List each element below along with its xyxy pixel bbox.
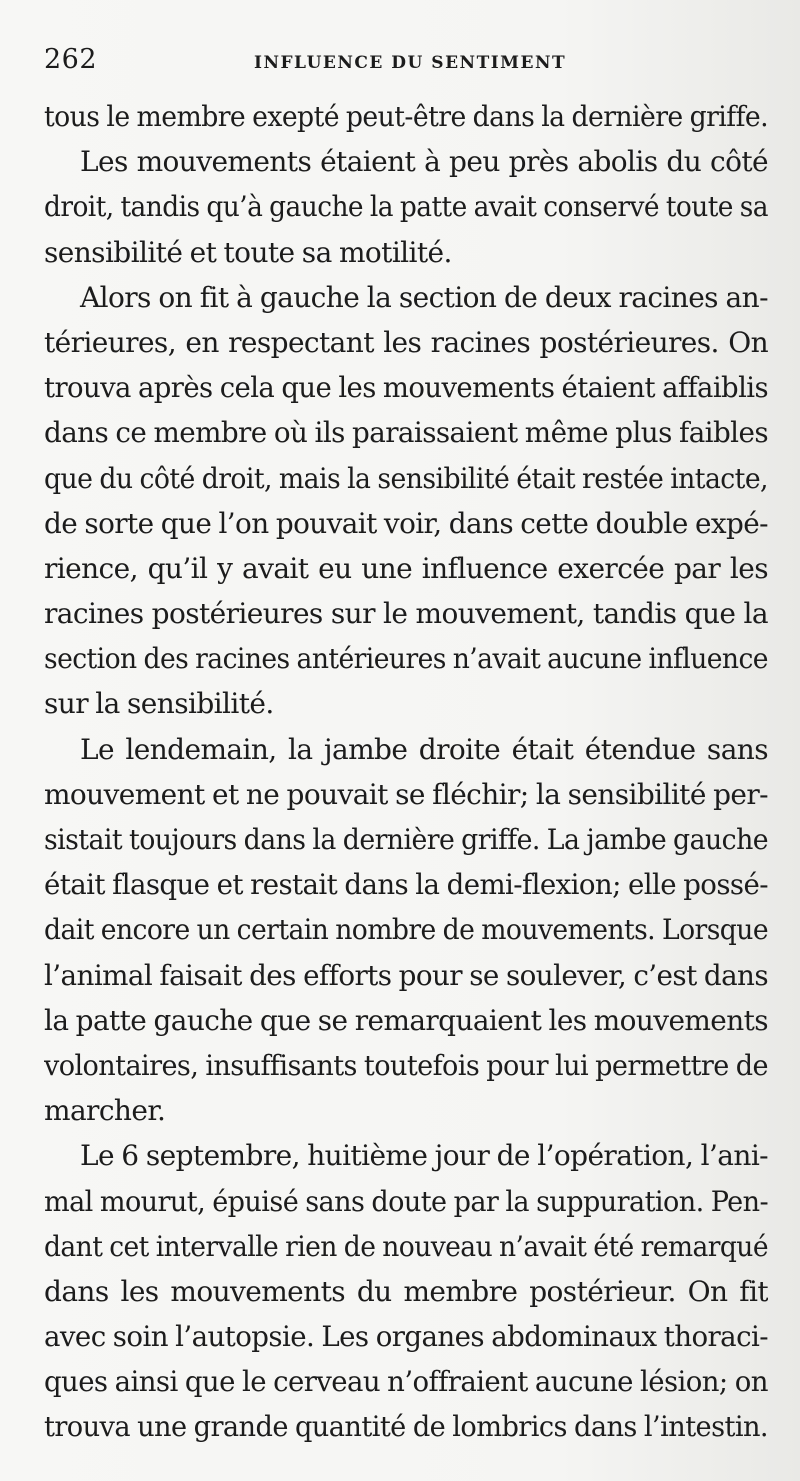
- text-line: sistait toujours dans la dernière griffe. La jambe gauche: [44, 823, 768, 856]
- text-line: trouva après cela que les mouvements étaient affaiblis: [44, 371, 768, 405]
- text-line: Le lendemain, la jambe droite était étendue sans: [80, 732, 768, 766]
- text-line: était flasque et restait dans la demi-flexion; elle possé-: [44, 868, 768, 902]
- text-line: Les mouvements étaient à peu près abolis du côté: [80, 145, 768, 179]
- text-line: dans les mouvements du membre postérieur. On fit: [44, 1274, 768, 1308]
- text-line: sur la sensibilité.: [44, 687, 274, 721]
- text-line: mal mourut, épuisé sans doute par la suppuration. Pen-: [44, 1184, 768, 1218]
- text-line: rience, qu’il y avait eu une influence exercée par les: [44, 551, 768, 585]
- running-head: [44, 44, 768, 94]
- text-line: dant cet intervalle rien de nouveau n’avait été remarqué: [44, 1229, 768, 1263]
- text-line: dait encore un certain nombre de mouvements. Lorsque: [44, 913, 768, 947]
- text-line: Le 6 septembre, huitième jour de l’opération, l’ani-: [80, 1139, 768, 1173]
- text-line: térieures, en respectant les racines postérieures. On: [44, 325, 768, 359]
- body-text: [44, 94, 768, 1450]
- text-line: Alors on fit à gauche la section de deux racines an-: [80, 280, 768, 314]
- text-line: trouva une grande quantité de lombrics dans l’intestin.: [44, 1410, 768, 1444]
- running-title: INFLUENCE DU SENTIMENT: [254, 53, 567, 73]
- text-line: mouvement et ne pouvait se fléchir; la sensibilité per-: [44, 777, 768, 811]
- text-line: section des racines antérieures n’avait aucune influence: [44, 642, 768, 676]
- text-line: que du côté droit, mais la sensibilité était restée intacte,: [44, 461, 768, 495]
- text-line: la patte gauche que se remarquaient les mouvements: [44, 1003, 768, 1037]
- text-line: droit, tandis qu’à gauche la patte avait conservé toute sa: [44, 190, 768, 224]
- text-line: dans ce membre où ils paraissaient même plus faibles: [44, 416, 768, 450]
- text-line: l’animal faisait des efforts pour se soulever, c’est dans: [44, 958, 768, 992]
- text-line: marcher.: [44, 1094, 166, 1128]
- text-line: volontaires, insuffisants toutefois pour lui permettre de: [44, 1048, 768, 1082]
- text-line: avec soin l’autopsie. Les organes abdominaux thoraci-: [44, 1320, 768, 1354]
- text-line: tous le membre exepté peut-être dans la dernière griffe.: [44, 100, 768, 133]
- page-number: 262: [44, 44, 98, 75]
- text-line: racines postérieures sur le mouvement, tandis que la: [44, 597, 768, 631]
- text-line: de sorte que l’on pouvait voir, dans cette double expé-: [44, 506, 768, 540]
- text-line: sensibilité et toute sa motilité.: [44, 235, 452, 269]
- text-line: ques ainsi que le cerveau n’offraient aucune lésion; on: [44, 1365, 768, 1399]
